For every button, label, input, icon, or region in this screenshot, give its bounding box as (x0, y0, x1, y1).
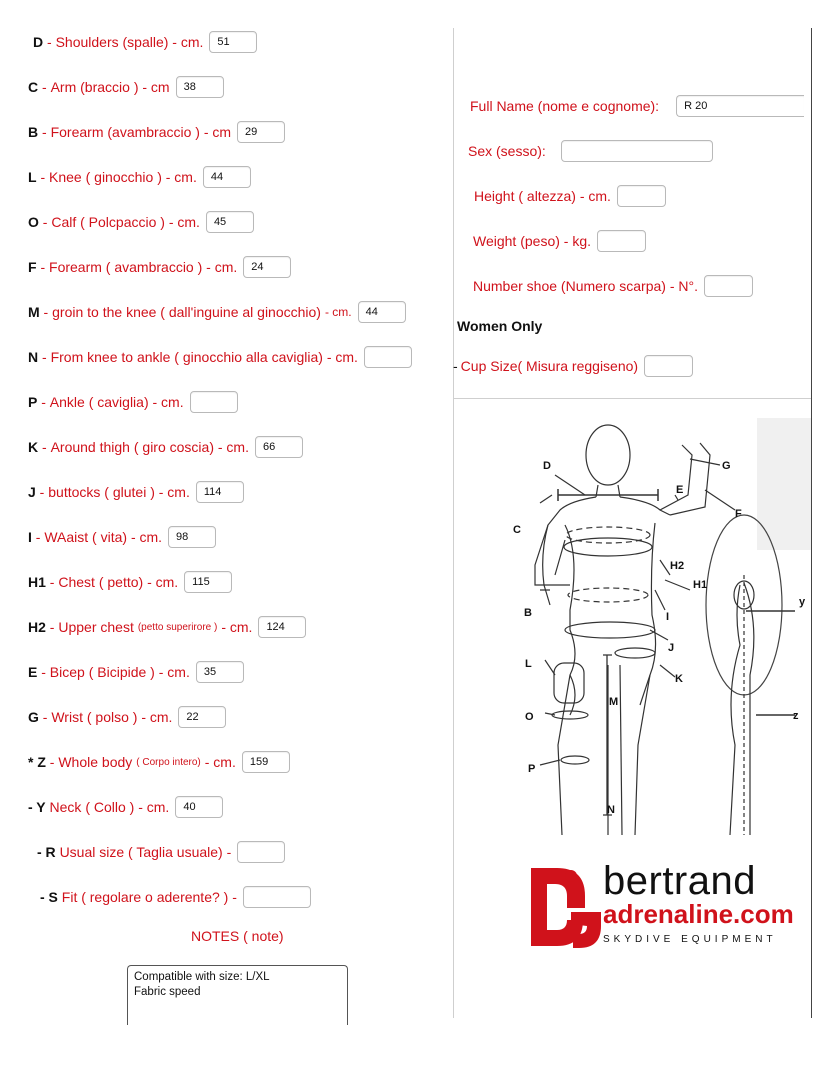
diagram-label-b: B (524, 607, 532, 619)
field-key: H1 (28, 574, 46, 590)
field-key: C (28, 79, 39, 95)
full-name-row (470, 95, 804, 117)
measurement-input[interactable]: 114 (196, 481, 244, 503)
field-key: - Y (28, 799, 46, 815)
logo-wordmark: bertrand (603, 859, 756, 903)
diagram-label-g: G (722, 460, 731, 472)
field-key: - R (37, 844, 56, 860)
diagram-label-m: M (609, 696, 619, 708)
field-key: N (28, 349, 39, 365)
field-label: buttocks ( glutei ) - cm. (48, 484, 190, 500)
field-label: Ankle ( caviglia) - cm. (49, 394, 184, 410)
women-only-heading: Women Only (457, 318, 543, 334)
measurement-input[interactable]: 115 (184, 571, 232, 593)
field-key: P (28, 394, 38, 410)
field-label: Upper chest (58, 619, 134, 635)
diagram-label-o: O (525, 711, 534, 723)
body-measurement-diagram (510, 415, 810, 850)
measurement-input[interactable] (364, 346, 412, 368)
field-label: Forearm (avambraccio ) - cm (50, 124, 232, 140)
field-label-suffix: - cm. (324, 305, 352, 319)
field-label: Whole body (58, 754, 133, 770)
field-label: Wrist ( polso ) - cm. (51, 709, 173, 725)
field-key: * Z (28, 754, 46, 770)
field-label: WAaist ( vita) - cm. (44, 529, 163, 545)
measurement-input[interactable]: 51 (209, 31, 257, 53)
field-label-suffix: - cm. (204, 754, 236, 770)
diagram-label-k: K (675, 673, 683, 685)
field-row: K - Around thigh ( giro coscia) - cm. 66 (28, 436, 303, 458)
field-key: J (28, 484, 36, 500)
field-key: O (28, 214, 39, 230)
diagram-label-f: F (735, 508, 742, 520)
field-row: * Z - Whole body ( Corpo intero) - cm. 159 (28, 751, 290, 773)
cup-size-label: Cup Size( Misura reggiseno) (460, 358, 639, 374)
field-row: E - Bicep ( Bicipide ) - cm. 35 (28, 661, 244, 683)
height-label: Height ( altezza) - cm. (474, 188, 611, 204)
field-label: Bicep ( Bicipide ) - cm. (49, 664, 190, 680)
measurement-input[interactable]: 35 (196, 661, 244, 683)
measurement-input[interactable]: 66 (255, 436, 303, 458)
diagram-label-j: J (668, 642, 675, 654)
field-label-note: (petto superirore ) (137, 621, 218, 633)
field-label-suffix: - cm. (221, 619, 253, 635)
field-key: M (28, 304, 40, 320)
field-key: F (28, 259, 37, 275)
weight-input[interactable] (597, 230, 646, 252)
field-label: Around thigh ( giro coscia) - cm. (50, 439, 249, 455)
diagram-label-h2: H2 (670, 560, 685, 572)
measurement-input[interactable]: 38 (176, 76, 224, 98)
field-label: Shoulders (spalle) - cm. (55, 34, 204, 50)
field-key: I (28, 529, 32, 545)
field-label: Chest ( petto) - cm. (58, 574, 179, 590)
measurement-input[interactable]: 124 (258, 616, 306, 638)
logo-domain: adrenaline.com (603, 899, 794, 929)
field-key: L (28, 169, 37, 185)
field-row: H1 - Chest ( petto) - cm. 115 (28, 571, 232, 593)
field-key: B (28, 124, 39, 140)
diagram-label-n: N (607, 804, 615, 816)
cup-size-input[interactable] (644, 355, 693, 377)
diagram-label-d: D (543, 460, 551, 472)
right-edge-divider (811, 28, 812, 1018)
weight-row (473, 230, 646, 252)
measurement-input[interactable]: 159 (242, 751, 290, 773)
field-row: O - Calf ( Polcpaccio ) - cm. 45 (28, 211, 254, 233)
measurement-input[interactable]: 22 (178, 706, 226, 728)
measurement-input[interactable]: 44 (358, 301, 406, 323)
field-row: N - From knee to ankle ( ginocchio alla caviglia) - cm. (28, 346, 412, 368)
measurement-input[interactable]: 45 (206, 211, 254, 233)
shoe-input[interactable] (704, 275, 753, 297)
field-row: P - Ankle ( caviglia) - cm. (28, 391, 238, 413)
field-row: H2 - Upper chest (petto superirore ) - cm. 124 (28, 616, 306, 638)
diagram-label-h1: H1 (693, 579, 708, 591)
bg-logo-mark (527, 864, 605, 950)
notes-textarea[interactable]: Compatible with size: L/XL Fabric speed (127, 965, 348, 1025)
height-row (474, 185, 666, 207)
notes-label: NOTES ( note) (191, 928, 284, 944)
field-label: Arm (braccio ) - cm (50, 79, 170, 95)
diagram-label-z: z (793, 710, 799, 722)
field-key: - S (40, 889, 58, 905)
field-row (37, 841, 285, 863)
field-label: Neck ( Collo ) - cm. (49, 799, 170, 815)
sex-row (468, 140, 713, 162)
shoe-row (473, 275, 753, 297)
section-divider (453, 398, 811, 399)
sex-input[interactable] (561, 140, 713, 162)
measurement-input[interactable]: 40 (175, 796, 223, 818)
field-row (28, 796, 223, 818)
field-key: D (33, 34, 44, 50)
full-name-label: Full Name (nome e cognome): (470, 98, 660, 114)
field-row: B - Forearm (avambraccio ) - cm 29 (28, 121, 285, 143)
full-name-input[interactable]: R 20 (676, 95, 804, 117)
field-row: L - Knee ( ginocchio ) - cm. 44 (28, 166, 251, 188)
field-row: I - WAaist ( vita) - cm. 98 (28, 526, 216, 548)
weight-label: Weight (peso) - kg. (473, 233, 592, 249)
measurement-input[interactable]: 29 (237, 121, 285, 143)
measurement-input[interactable] (237, 841, 285, 863)
field-key: E (28, 664, 38, 680)
diagram-label-c: C (513, 524, 521, 536)
measurement-input[interactable] (190, 391, 238, 413)
sex-label: Sex (sesso): (468, 143, 546, 159)
field-label: Knee ( ginocchio ) - cm. (49, 169, 197, 185)
field-key: H2 (28, 619, 46, 635)
measurement-input[interactable]: 24 (243, 256, 291, 278)
field-row: G - Wrist ( polso ) - cm. 22 (28, 706, 226, 728)
field-label-note: ( Corpo intero) (136, 756, 201, 768)
field-label: Fit ( regolare o aderente? ) - (61, 889, 237, 905)
diagram-label-p: P (528, 763, 536, 775)
field-label: groin to the knee ( dall'inguine al ginocchio) (52, 304, 321, 320)
field-label: From knee to ankle ( ginocchio alla caviglia) - cm. (50, 349, 358, 365)
measurement-input[interactable]: 98 (168, 526, 216, 548)
head-outline (586, 425, 630, 485)
field-row: C - Arm (braccio ) - cm 38 (28, 76, 224, 98)
field-row: J - buttocks ( glutei ) - cm. 114 (28, 481, 244, 503)
field-label: Calf ( Polcpaccio ) - cm. (51, 214, 200, 230)
diagram-label-l: L (525, 658, 532, 670)
column-divider (453, 28, 454, 1018)
measurement-input[interactable] (243, 886, 311, 908)
field-row: M - groin to the knee ( dall'inguine al ginocchio) - cm. 44 (28, 301, 406, 323)
diagram-label-y: y (799, 596, 806, 608)
field-key: K (28, 439, 39, 455)
field-key: G (28, 709, 39, 725)
field-row (40, 886, 311, 908)
bertrand-logo (527, 859, 795, 950)
logo-tagline: SKYDIVE EQUIPMENT (603, 934, 777, 945)
field-row: D - Shoulders (spalle) - cm. 51 (33, 31, 257, 53)
field-label: Forearm ( avambraccio ) - cm. (49, 259, 238, 275)
height-input[interactable] (617, 185, 666, 207)
diagram-label-i: I (666, 611, 670, 623)
field-row: F - Forearm ( avambraccio ) - cm. 24 (28, 256, 291, 278)
field-label: Usual size ( Taglia usuale) - (59, 844, 232, 860)
measurement-input[interactable]: 44 (203, 166, 251, 188)
diagram-label-e: E (676, 484, 684, 496)
shoe-label: Number shoe (Numero scarpa) - N°. (473, 278, 698, 294)
cup-size-row: - Cup Size( Misura reggiseno) (453, 355, 693, 377)
